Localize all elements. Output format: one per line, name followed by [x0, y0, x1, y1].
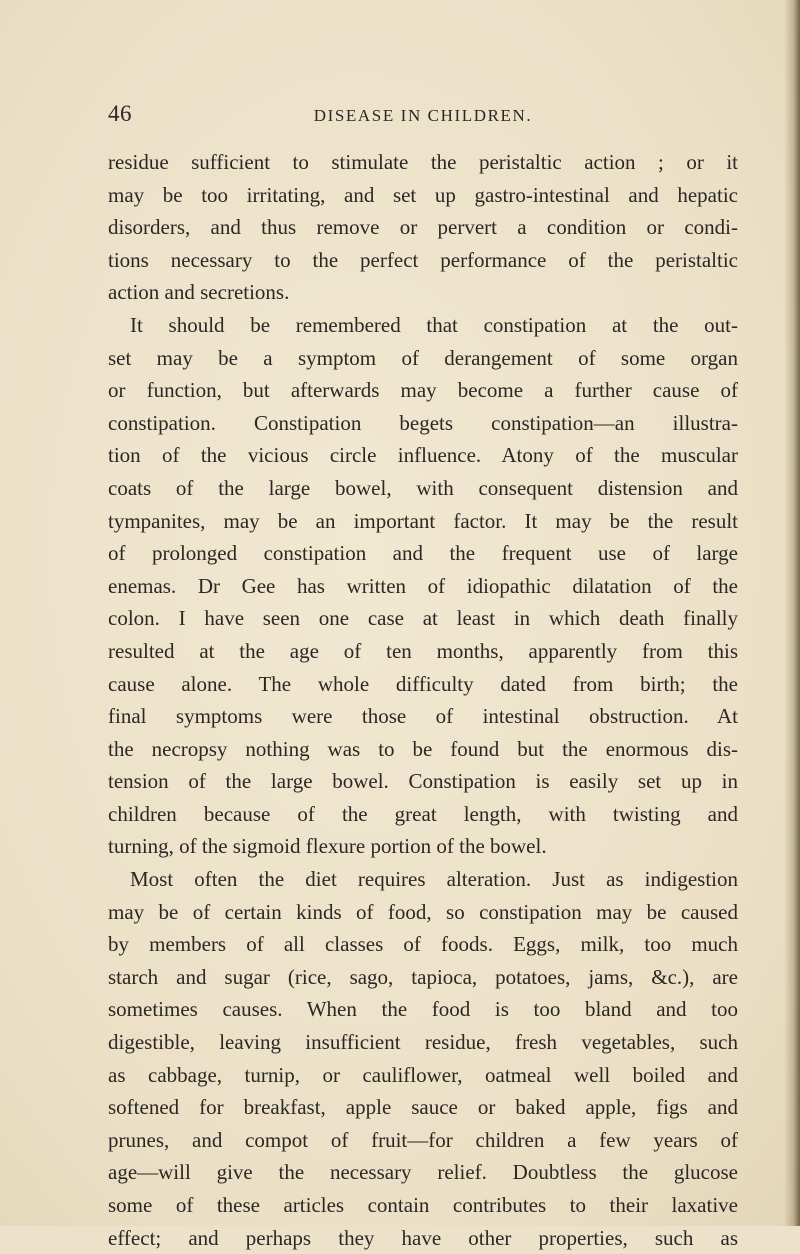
text-line: as cabbage, turnip, or cauliflower, oatmeal well boiled and — [108, 1062, 738, 1087]
text-line: prunes, and compot of fruit—for children a few years of — [108, 1127, 738, 1152]
text-line: resulted at the age of ten months, apparently from this — [108, 638, 738, 663]
page-number: 46 — [108, 101, 132, 126]
text-line: action and secretions. — [108, 280, 290, 305]
text-line: softened for breakfast, apple sauce or baked apple, figs and — [108, 1095, 738, 1120]
text-line: cause alone. The whole difficulty dated from birth; the — [108, 671, 738, 696]
text-line: Most often the diet requires alteration. Just as indigestion — [130, 867, 738, 892]
text-line: residue sufficient to stimulate the peristaltic action ; or it — [108, 150, 738, 174]
text-line: tension of the large bowel. Constipation is easily set up in — [108, 769, 738, 794]
text-line: sometimes causes. When the food is too bland and too — [108, 997, 738, 1022]
text-line: age—will give the necessary relief. Doubtless the glucose — [108, 1160, 738, 1185]
text-line: coats of the large bowel, with consequent distension and — [108, 475, 738, 500]
text-line: final symptoms were those of intestinal obstruction. At — [108, 704, 738, 729]
text-line: It should be remembered that constipation at the out- — [130, 312, 738, 337]
text-line: disorders, and thus remove or pervert a condition or condi- — [108, 215, 738, 240]
text-line: digestible, leaving insufficient residue, fresh vegetables, such — [108, 1030, 738, 1055]
page-header — [108, 101, 738, 129]
body-text — [108, 146, 738, 1254]
text-line: some of these articles contain contributes to their laxative — [108, 1193, 738, 1217]
page-edge-shadow — [784, 0, 800, 1226]
text-line: tion of the vicious circle influence. Atony of the muscular — [108, 443, 738, 468]
text-line: set may be a symptom of derangement of some organ — [108, 345, 738, 370]
running-head: DISEASE IN CHILDREN. — [313, 106, 533, 125]
text-line: tions necessary to the perfect performance of the peristaltic — [108, 247, 738, 272]
text-line: the necropsy nothing was to be found but the enormous dis- — [108, 736, 738, 761]
text-line: by members of all classes of foods. Eggs, milk, too much — [108, 932, 738, 957]
text-line: enemas. Dr Gee has written of idiopathic dilatation of the — [108, 573, 738, 598]
text-line: starch and sugar (rice, sago, tapioca, potatoes, jams, &c.), are — [108, 964, 738, 989]
text-line: children because of the great length, with twisting and — [108, 801, 738, 826]
text-line: or function, but afterwards may become a further cause of — [108, 378, 738, 403]
text-line: may be of certain kinds of food, so constipation may be caused — [108, 899, 738, 924]
text-line: tympanites, may be an important factor. It may be the result — [108, 508, 738, 533]
text-line: turning, of the sigmoid flexure portion of the bowel. — [108, 834, 547, 859]
text-line: effect; and perhaps they have other properties, such as — [108, 1225, 738, 1250]
text-line: may be too irritating, and set up gastro-intestinal and hepatic — [108, 182, 738, 207]
text-line: of prolonged constipation and the frequent use of large — [108, 541, 738, 566]
text-line: constipation. Constipation begets constipation—an illustra- — [108, 410, 738, 435]
text-line: colon. I have seen one case at least in which death finally — [108, 606, 738, 631]
